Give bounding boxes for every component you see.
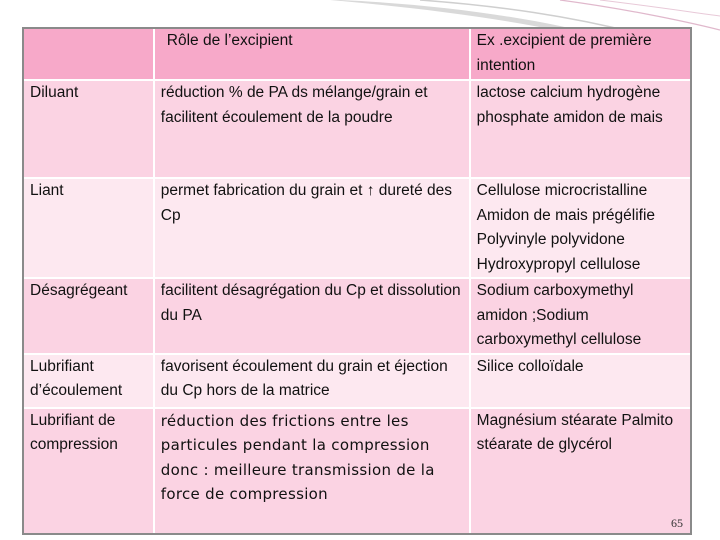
excipients-table xyxy=(22,27,692,535)
table-row xyxy=(23,80,691,178)
excipient-name: Lubrifiant de compression xyxy=(23,408,154,534)
excipient-role: favorisent écoulement du grain et éjection du Cp hors de la matrice xyxy=(154,354,470,408)
excipient-examples: Magnésium stéarate Palmito stéarate de glycérol xyxy=(470,408,691,534)
table-row xyxy=(23,278,691,354)
excipient-role: permet fabrication du grain et ↑ dureté des Cp xyxy=(154,178,470,278)
header-cell-excipient xyxy=(23,28,154,80)
table-row xyxy=(23,354,691,408)
table-header-row xyxy=(23,28,691,80)
header-cell-role: Rôle de l’excipient xyxy=(154,28,470,80)
table-row xyxy=(23,178,691,278)
excipient-role: réduction des frictions entre les particules pendant la compression donc : meilleure transmission de la force de compression xyxy=(154,408,470,534)
excipient-name: Liant xyxy=(23,178,154,278)
page-number: 65 xyxy=(671,516,683,530)
excipient-examples: lactose calcium hydrogène phosphate amidon de mais xyxy=(470,80,691,178)
header-cell-examples: Ex .excipient de première intention xyxy=(470,28,691,80)
excipient-name: Diluant xyxy=(23,80,154,178)
excipient-name: Lubrifiant d’écoulement xyxy=(23,354,154,408)
excipient-role: facilitent désagrégation du Cp et dissolution du PA xyxy=(154,278,470,354)
excipient-examples: Silice colloïdale xyxy=(470,354,691,408)
excipient-examples: Sodium carboxymethyl amidon ;Sodium carboxymethyl cellulose xyxy=(470,278,691,354)
excipient-role: réduction % de PA ds mélange/grain et facilitent écoulement de la poudre xyxy=(154,80,470,178)
table-row xyxy=(23,408,691,534)
excipient-examples: Cellulose microcristalline Amidon de mais prégélifie Polyvinyle polyvidone Hydroxypropyl cellulose xyxy=(470,178,691,278)
excipient-name: Désagrégeant xyxy=(23,278,154,354)
